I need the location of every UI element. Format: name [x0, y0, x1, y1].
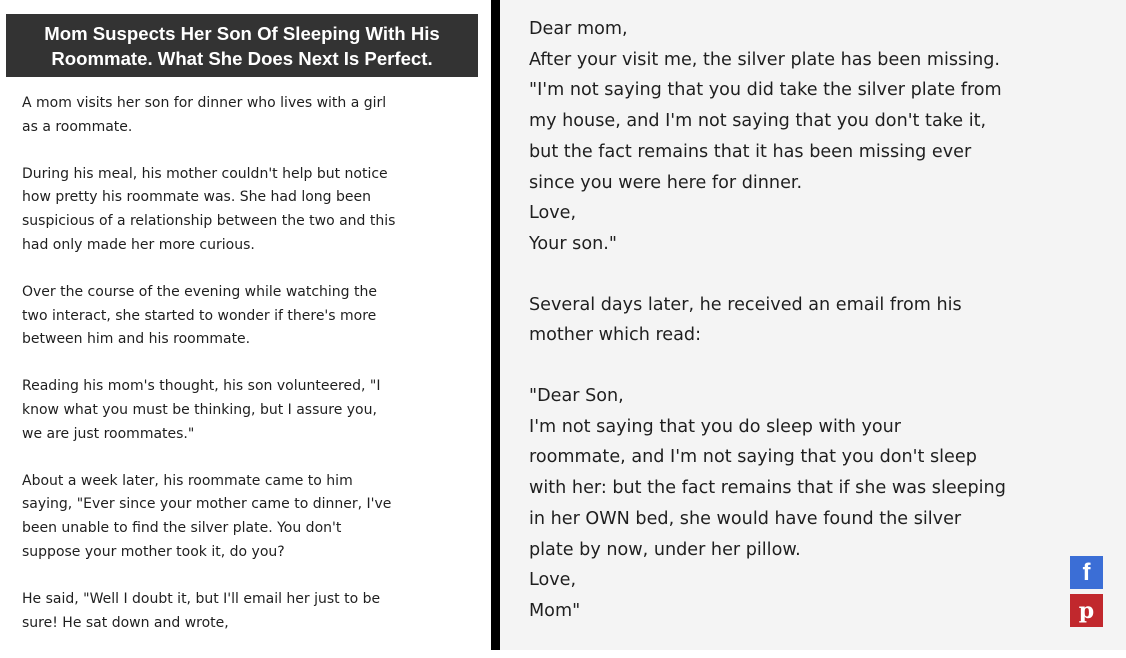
- left-line: A mom visits her son for dinner who lives with a girl: [22, 95, 387, 111]
- left-line: Over the course of the evening while watching the: [22, 283, 377, 300]
- right-line: "I'm not saying that you did take the silver plate from: [529, 80, 1002, 101]
- left-line: two interact, she started to wonder if there's more: [22, 307, 377, 324]
- right-panel: [500, 0, 1126, 650]
- right-paragraph: [529, 14, 1119, 260]
- left-line: sure! He sat down and wrote,: [22, 614, 229, 631]
- right-line: in her OWN bed, she would have found the silver: [529, 508, 962, 529]
- left-line: had only made her more curious.: [22, 236, 255, 253]
- left-paragraph: [22, 281, 482, 352]
- left-line: He said, "Well I doubt it, but I'll email her just to be: [22, 590, 381, 607]
- facebook-share-button[interactable]: [1070, 556, 1103, 589]
- left-panel: [0, 0, 491, 650]
- right-line: but the fact remains that it has been missing ever: [529, 141, 972, 162]
- title-line-1: Mom Suspects Her Son Of Sleeping With His: [44, 22, 440, 44]
- left-paragraph: [22, 375, 482, 446]
- left-line: how pretty his roommate was. She had long been: [22, 189, 371, 206]
- right-line: Love,: [529, 203, 577, 224]
- left-line: been unable to find the silver plate. You don't: [22, 520, 342, 537]
- title-line-2: Roommate. What She Does Next Is Perfect.: [51, 47, 433, 69]
- left-paragraph: [22, 470, 482, 565]
- left-line: as a roommate.: [22, 118, 133, 135]
- left-line: saying, "Ever since your mother came to dinner, I've: [22, 496, 392, 513]
- left-line: Reading his mom's thought, his son volunteered, "I: [22, 378, 381, 395]
- left-story-text: [22, 92, 482, 658]
- right-line: with her: but the fact remains that if she was sleeping: [529, 478, 1006, 499]
- right-line: my house, and I'm not saying that you don't take it,: [529, 111, 987, 132]
- left-paragraph: [22, 588, 482, 636]
- right-line: Your son.": [529, 233, 617, 254]
- left-paragraph: [22, 163, 482, 258]
- left-line: know what you must be thinking, but I assure you,: [22, 401, 377, 418]
- right-line: since you were here for dinner.: [529, 172, 803, 193]
- right-line: "Dear Son,: [529, 386, 624, 407]
- right-line: After your visit me, the silver plate has been missing.: [529, 49, 1001, 70]
- right-story-text: [529, 14, 1119, 657]
- left-line: suspicious of a relationship between the two and this: [22, 213, 396, 230]
- left-line: During his meal, his mother couldn't help but notice: [22, 165, 388, 182]
- left-paragraph: [22, 92, 482, 140]
- left-line: between him and his roommate.: [22, 331, 251, 348]
- right-paragraph: [529, 290, 1119, 351]
- right-line: I'm not saying that you do sleep with your: [529, 416, 902, 437]
- right-line: Several days later, he received an email from his: [529, 294, 962, 315]
- right-line: plate by now, under her pillow.: [529, 539, 801, 560]
- right-line: Love,: [529, 570, 577, 591]
- left-line: suppose your mother took it, do you?: [22, 543, 285, 560]
- left-line: About a week later, his roommate came to him: [22, 472, 353, 489]
- right-line: Mom": [529, 600, 581, 621]
- right-line: Dear mom,: [529, 19, 628, 39]
- facebook-icon: f: [1082, 558, 1091, 586]
- right-line: roommate, and I'm not saying that you don't sleep: [529, 447, 977, 468]
- right-line: mother which read:: [529, 325, 701, 346]
- title-banner: [6, 14, 478, 77]
- right-paragraph: [529, 381, 1119, 627]
- pinterest-share-button[interactable]: [1070, 594, 1103, 627]
- left-line: we are just roommates.": [22, 425, 195, 442]
- pinterest-icon: p: [1078, 597, 1095, 624]
- column-divider: [491, 0, 500, 650]
